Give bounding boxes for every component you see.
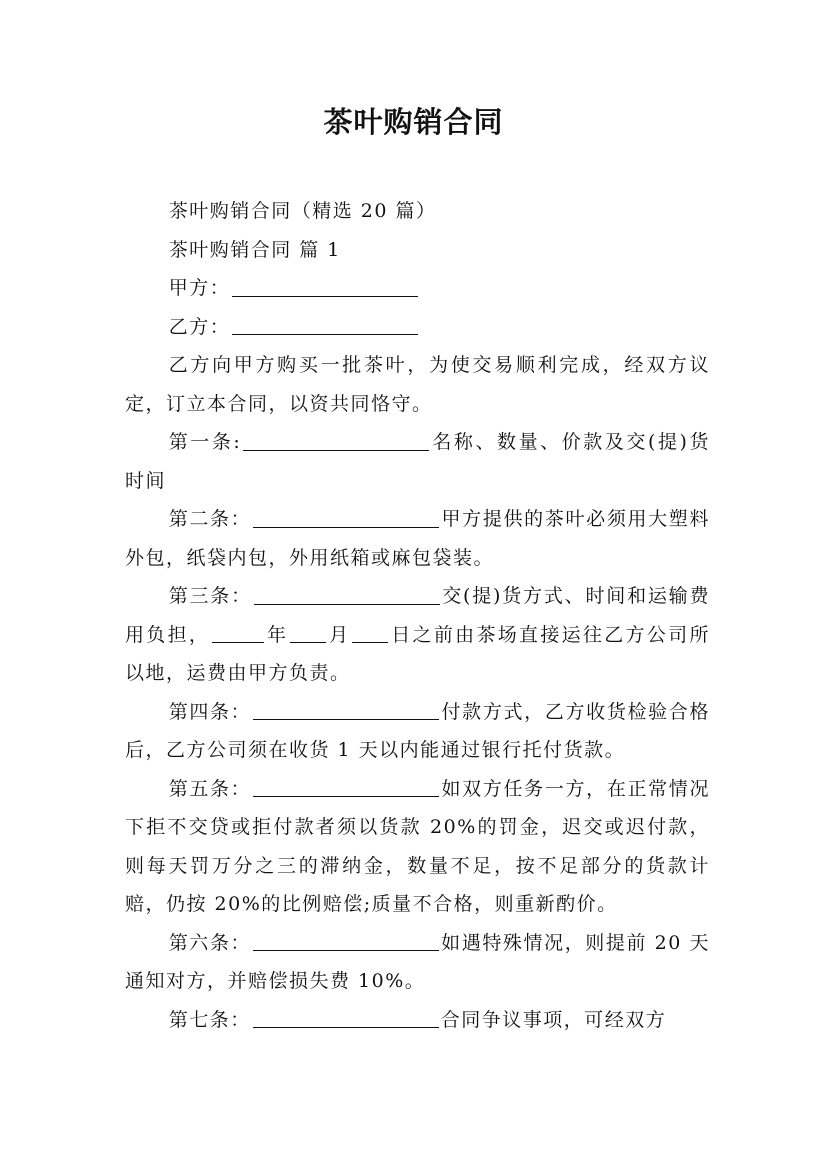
clause-4-label: 第四条： — [168, 700, 252, 723]
clause-5-blank — [253, 795, 439, 797]
clause-6-blank — [253, 949, 439, 951]
clause-3-text-a: 交(提)货方式、时间和运输费用负担， — [125, 585, 710, 646]
month-label: 月 — [328, 623, 351, 646]
clause-7 — [125, 1001, 710, 1040]
section-heading — [125, 231, 710, 270]
clause-6-label: 第六条： — [168, 931, 252, 954]
clause-4-blank — [253, 718, 439, 720]
clause-3-text-b: 日之前由茶场直接运往乙方公司所以地，运费由甲方负责。 — [125, 623, 710, 684]
clause-4 — [125, 693, 710, 770]
document-body — [125, 192, 710, 1039]
intro-text: 乙方向甲方购买一批茶叶，为使交易顺利完成，经双方议定，订立本合同，以资共同恪守。 — [125, 354, 710, 415]
clause-1 — [125, 423, 710, 500]
clause-5-text: 如双方任务一方，在正常情况下拒不交贷或拒付款者须以货款 20%的罚金，迟交或迟付款，则每天罚万分之三的滞纳金，数量不足，按不足部分的货款计赔，仍按 20%的比例赔偿;质量不合格，则重新酌价。 — [125, 777, 710, 915]
party-b-label: 乙方： — [168, 315, 231, 338]
clause-2-label: 第二条： — [168, 508, 252, 530]
subtitle — [125, 192, 710, 231]
month-blank — [290, 641, 326, 643]
clause-2-text: 甲方提供的茶叶必须用大塑料外包，纸袋内包，外用纸箱或麻包袋装。 — [125, 508, 710, 569]
document-title: 茶叶购销合同 — [323, 105, 504, 139]
clause-3 — [125, 577, 710, 693]
clause-3-label: 第三条： — [168, 585, 252, 607]
clause-1-text: 名称、数量、价款及交(提)货时间 — [125, 431, 710, 492]
clause-7-blank — [253, 1026, 439, 1028]
clause-2 — [125, 500, 710, 577]
clause-5 — [125, 770, 710, 924]
party-b-line — [125, 308, 710, 347]
clause-4-text: 付款方式，乙方收货检验合格后，乙方公司须在收货 1 天以内能通过银行托付货款。 — [125, 700, 710, 761]
subtitle-text: 茶叶购销合同（精选 20 篇） — [168, 200, 437, 222]
section-heading-text: 茶叶购销合同 篇 1 — [168, 238, 341, 261]
clause-3-blank — [254, 603, 440, 605]
clause-5-label: 第五条： — [168, 777, 252, 800]
clause-1-label: 第一条: — [168, 431, 242, 453]
clause-2-blank — [253, 526, 439, 528]
day-blank — [352, 641, 388, 643]
party-a-label: 甲方： — [168, 277, 231, 299]
clause-1-blank — [243, 449, 429, 451]
clause-7-text: 合同争议事项，可经双方 — [440, 1008, 667, 1031]
intro-paragraph — [125, 346, 710, 423]
year-blank — [212, 641, 264, 643]
clause-6 — [125, 924, 710, 1001]
party-a-blank — [232, 295, 418, 297]
clause-6-text: 如遇特殊情况，则提前 20 天通知对方，并赔偿损失费 10%。 — [125, 931, 710, 992]
clause-7-label: 第七条： — [168, 1008, 251, 1031]
year-label: 年 — [266, 623, 289, 646]
party-a-line — [125, 269, 710, 308]
party-b-blank — [232, 333, 418, 335]
